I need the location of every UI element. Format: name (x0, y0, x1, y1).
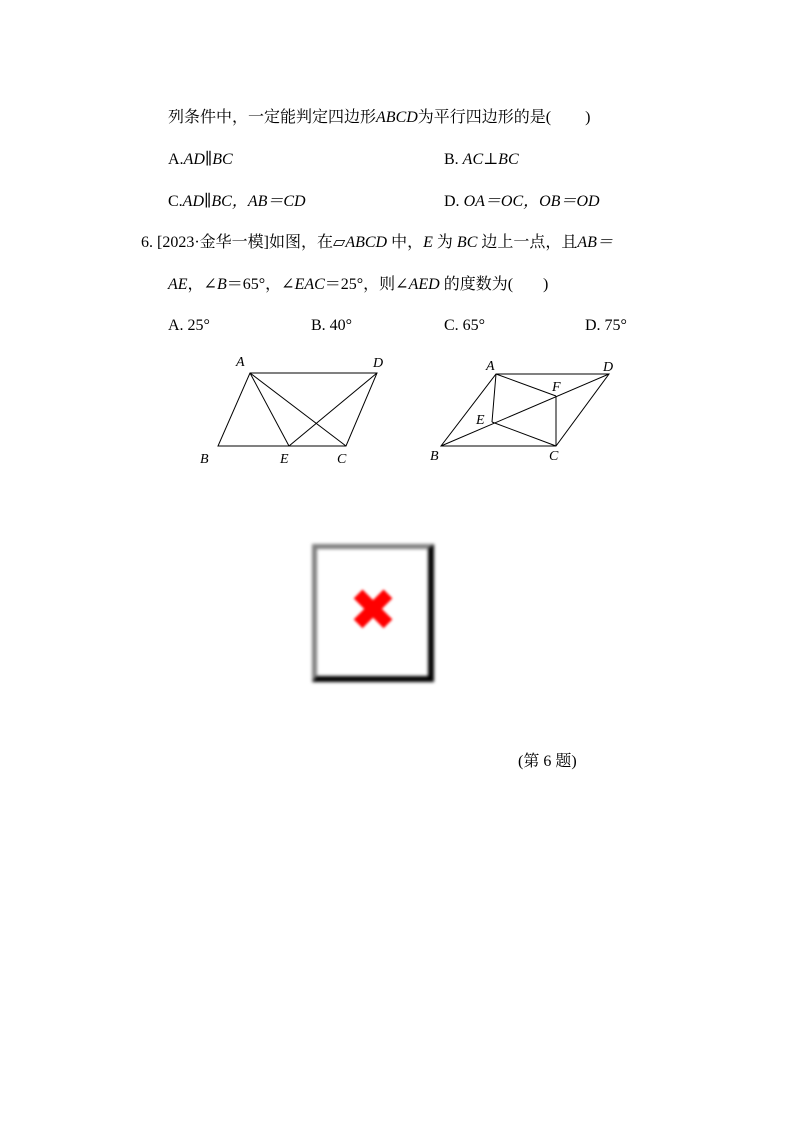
q5-option-c: C.AD∥BC，AB＝CD (168, 193, 306, 210)
q6-option-b: B. 40° (311, 317, 353, 334)
label-c: C (337, 452, 347, 467)
label-d: D (603, 360, 614, 375)
label-c: C (549, 449, 559, 464)
segment-ae (492, 374, 496, 422)
q5-option-a: A.AD∥BC (168, 151, 233, 168)
q6-option-d: D. 75° (585, 317, 627, 334)
figure-caption: (第 6 题) (518, 753, 577, 770)
segment-ed (289, 373, 377, 446)
segment-ac (250, 373, 346, 446)
label-e: E (280, 452, 289, 467)
q6-option-c: C. 65° (444, 317, 486, 334)
label-a: A (236, 355, 245, 370)
label-f: F (552, 380, 561, 395)
label-e: E (476, 413, 485, 428)
label-a: A (486, 359, 495, 374)
figure-parallelogram-1 (190, 345, 400, 475)
q6-stem-line1: 6. [2023·金华一模]如图，在▱ABCD 中，E 为 BC 边上一点，且AB＝ (141, 234, 613, 251)
q6-stem-line2: AE，∠B＝65°，∠EAC＝25°，则∠AED 的度数为( ) (168, 276, 549, 293)
segment-af (496, 374, 556, 396)
q6-option-a: A. 25° (168, 317, 210, 334)
label-d: D (373, 356, 384, 371)
figure-parallelogram-2 (420, 350, 630, 470)
label-b: B (430, 449, 439, 464)
segment-ae (250, 373, 289, 446)
label-b: B (200, 452, 209, 467)
broken-image-icon: ✖ (348, 576, 398, 644)
q5-option-b: B. AC⊥BC (444, 151, 519, 168)
segment-ec (492, 422, 556, 446)
q5-option-d: D. OA＝OC，OB＝OD (444, 193, 600, 210)
q5-stem: 列条件中，一定能判定四边形ABCD为平行四边形的是( ) (168, 109, 591, 126)
